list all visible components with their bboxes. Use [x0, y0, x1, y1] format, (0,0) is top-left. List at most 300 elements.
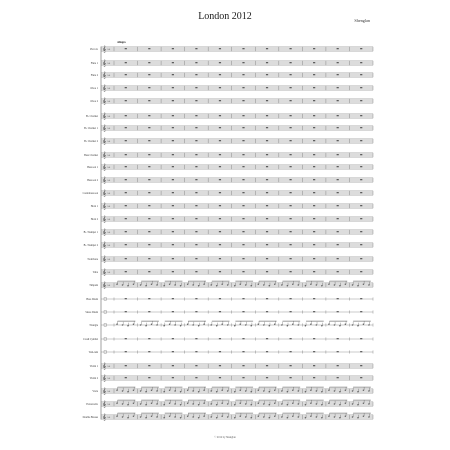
- whole-rest-icon: [219, 298, 221, 299]
- clef-icon: 𝄞: [102, 60, 107, 68]
- instrument-label: Flute 1: [90, 61, 98, 65]
- note-head-icon: [245, 284, 247, 285]
- note-head-icon: [334, 416, 336, 417]
- whole-rest-icon: [172, 205, 174, 206]
- whole-rest-icon: [219, 192, 221, 193]
- whole-rest-icon: [195, 87, 197, 88]
- key-signature-icon: ♭♭: [107, 153, 111, 157]
- whole-rest-icon: [195, 115, 197, 116]
- whole-rest-icon: [266, 338, 268, 339]
- clef-icon: 𝄞: [102, 203, 107, 211]
- whole-rest-icon: [219, 87, 221, 88]
- whole-rest-icon: [125, 205, 127, 206]
- whole-rest-icon: [337, 244, 339, 245]
- note-head-icon: [292, 284, 294, 285]
- whole-rest-icon: [266, 298, 268, 299]
- key-signature-icon: ♭♭: [107, 191, 111, 195]
- note-head-icon: [203, 390, 205, 391]
- whole-rest-icon: [360, 115, 362, 116]
- whole-rest-icon: [360, 338, 362, 339]
- whole-rest-icon: [172, 100, 174, 101]
- note-head-icon: [250, 391, 252, 392]
- note-head-icon: [151, 324, 153, 325]
- note-head-icon: [250, 417, 252, 418]
- note-head-icon: [268, 404, 270, 405]
- key-signature-icon: ♭♭: [107, 165, 111, 169]
- note-head-icon: [192, 416, 194, 417]
- note-head-icon: [274, 416, 276, 417]
- note-head-icon: [169, 324, 171, 325]
- whole-rest-icon: [219, 351, 221, 352]
- note-head-icon: [368, 390, 370, 391]
- whole-rest-icon: [242, 48, 244, 49]
- clef-icon: 𝄞: [102, 363, 107, 371]
- whole-rest-icon: [148, 87, 150, 88]
- whole-rest-icon: [360, 154, 362, 155]
- note-head-icon: [310, 403, 312, 404]
- whole-rest-icon: [148, 231, 150, 232]
- whole-rest-icon: [172, 154, 174, 155]
- note-head-icon: [116, 284, 118, 285]
- whole-rest-icon: [360, 377, 362, 378]
- whole-rest-icon: [172, 244, 174, 245]
- instrument-label: Oboe 1: [90, 86, 98, 90]
- instrument-label: B♭ Clarinet 1: [84, 126, 98, 130]
- whole-rest-icon: [125, 365, 127, 366]
- note-head-icon: [352, 416, 354, 417]
- note-head-icon: [180, 404, 182, 405]
- whole-rest-icon: [266, 218, 268, 219]
- note-head-icon: [122, 284, 124, 285]
- whole-rest-icon: [125, 140, 127, 141]
- note-head-icon: [174, 324, 176, 325]
- whole-rest-icon: [289, 258, 291, 259]
- note-head-icon: [180, 285, 182, 286]
- whole-rest-icon: [242, 298, 244, 299]
- whole-rest-icon: [313, 192, 315, 193]
- instrument-label: Snare Drum: [85, 310, 98, 314]
- instrument-label: Violin 1: [89, 364, 98, 368]
- whole-rest-icon: [148, 377, 150, 378]
- note-head-icon: [368, 416, 370, 417]
- note-head-icon: [198, 285, 200, 286]
- whole-rest-icon: [360, 365, 362, 366]
- note-head-icon: [227, 416, 229, 417]
- whole-rest-icon: [195, 231, 197, 232]
- whole-rest-icon: [266, 100, 268, 101]
- whole-rest-icon: [219, 115, 221, 116]
- whole-rest-icon: [360, 311, 362, 312]
- note-head-icon: [274, 324, 276, 325]
- whole-rest-icon: [289, 192, 291, 193]
- note-head-icon: [163, 325, 165, 326]
- whole-rest-icon: [172, 115, 174, 116]
- whole-rest-icon: [266, 244, 268, 245]
- note-head-icon: [187, 416, 189, 417]
- whole-rest-icon: [172, 365, 174, 366]
- key-signature-icon: ♭♭: [107, 73, 111, 77]
- note-head-icon: [198, 391, 200, 392]
- whole-rest-icon: [125, 377, 127, 378]
- note-head-icon: [216, 391, 218, 392]
- whole-rest-icon: [195, 62, 197, 63]
- note-head-icon: [133, 416, 135, 417]
- note-head-icon: [316, 416, 318, 417]
- note-head-icon: [292, 390, 294, 391]
- instrument-label: Viola: [92, 389, 98, 393]
- whole-rest-icon: [337, 62, 339, 63]
- whole-rest-icon: [195, 218, 197, 219]
- whole-rest-icon: [125, 338, 127, 339]
- note-head-icon: [169, 284, 171, 285]
- note-head-icon: [180, 391, 182, 392]
- note-head-icon: [268, 391, 270, 392]
- whole-rest-icon: [195, 179, 197, 180]
- instrument-label: Tam-tam: [88, 350, 98, 354]
- note-head-icon: [239, 390, 241, 391]
- instrument-label: Violoncello: [85, 402, 98, 406]
- whole-rest-icon: [313, 311, 315, 312]
- whole-rest-icon: [313, 154, 315, 155]
- note-head-icon: [368, 324, 370, 325]
- whole-rest-icon: [195, 154, 197, 155]
- whole-rest-icon: [242, 179, 244, 180]
- instrument-label: Piccolo: [90, 47, 98, 51]
- note-head-icon: [156, 324, 158, 325]
- whole-rest-icon: [172, 74, 174, 75]
- note-head-icon: [310, 390, 312, 391]
- whole-rest-icon: [125, 87, 127, 88]
- whole-rest-icon: [148, 271, 150, 272]
- whole-rest-icon: [219, 231, 221, 232]
- note-head-icon: [127, 285, 129, 286]
- note-head-icon: [292, 416, 294, 417]
- whole-rest-icon: [172, 351, 174, 352]
- clef-icon: 𝄞: [102, 46, 107, 54]
- note-head-icon: [133, 324, 135, 325]
- whole-rest-icon: [148, 100, 150, 101]
- note-head-icon: [345, 416, 347, 417]
- whole-rest-icon: [242, 218, 244, 219]
- whole-rest-icon: [266, 258, 268, 259]
- note-head-icon: [234, 404, 236, 405]
- note-head-icon: [263, 416, 265, 417]
- note-head-icon: [210, 416, 212, 417]
- instrument-label: Bass Clarinet: [84, 153, 98, 157]
- instrument-label: Bassoon 2: [87, 178, 98, 182]
- note-head-icon: [258, 284, 260, 285]
- note-head-icon: [156, 403, 158, 404]
- whole-rest-icon: [289, 140, 291, 141]
- whole-rest-icon: [242, 244, 244, 245]
- note-head-icon: [187, 390, 189, 391]
- whole-rest-icon: [219, 271, 221, 272]
- whole-rest-icon: [195, 166, 197, 167]
- clef-icon: 𝄞: [102, 177, 107, 185]
- note-head-icon: [127, 325, 129, 326]
- note-head-icon: [227, 403, 229, 404]
- whole-rest-icon: [289, 351, 291, 352]
- note-head-icon: [151, 390, 153, 391]
- note-head-icon: [210, 403, 212, 404]
- whole-rest-icon: [360, 271, 362, 272]
- note-head-icon: [180, 417, 182, 418]
- whole-rest-icon: [360, 127, 362, 128]
- note-head-icon: [116, 403, 118, 404]
- note-head-icon: [281, 390, 283, 391]
- whole-rest-icon: [219, 100, 221, 101]
- note-head-icon: [352, 403, 354, 404]
- instrument-label: B♭ Clarinet 2: [84, 139, 98, 143]
- note-head-icon: [363, 284, 365, 285]
- note-head-icon: [352, 324, 354, 325]
- note-head-icon: [357, 404, 359, 405]
- whole-rest-icon: [148, 218, 150, 219]
- note-head-icon: [298, 390, 300, 391]
- whole-rest-icon: [289, 271, 291, 272]
- whole-rest-icon: [125, 298, 127, 299]
- whole-rest-icon: [195, 311, 197, 312]
- note-head-icon: [274, 390, 276, 391]
- note-head-icon: [357, 391, 359, 392]
- whole-rest-icon: [289, 48, 291, 49]
- note-head-icon: [334, 324, 336, 325]
- whole-rest-icon: [313, 74, 315, 75]
- clef-icon: 𝄞: [102, 216, 107, 224]
- key-signature-icon: ♭♭: [107, 114, 111, 118]
- note-head-icon: [221, 324, 223, 325]
- note-head-icon: [192, 324, 194, 325]
- key-signature-icon: ♭♭: [107, 204, 111, 208]
- whole-rest-icon: [360, 62, 362, 63]
- instrument-label: Contrabassoon: [82, 191, 98, 195]
- whole-rest-icon: [148, 351, 150, 352]
- clef-icon: 𝄞: [102, 242, 107, 250]
- whole-rest-icon: [219, 140, 221, 141]
- whole-rest-icon: [148, 74, 150, 75]
- whole-rest-icon: [360, 244, 362, 245]
- note-head-icon: [345, 324, 347, 325]
- whole-rest-icon: [360, 205, 362, 206]
- note-head-icon: [287, 404, 289, 405]
- whole-rest-icon: [266, 271, 268, 272]
- note-head-icon: [305, 325, 307, 326]
- note-head-icon: [234, 391, 236, 392]
- whole-rest-icon: [125, 311, 127, 312]
- note-head-icon: [357, 285, 359, 286]
- whole-rest-icon: [219, 154, 221, 155]
- whole-rest-icon: [195, 48, 197, 49]
- note-head-icon: [258, 403, 260, 404]
- whole-rest-icon: [242, 140, 244, 141]
- clef-icon: 𝄞: [102, 256, 107, 264]
- whole-rest-icon: [266, 74, 268, 75]
- note-head-icon: [281, 416, 283, 417]
- whole-rest-icon: [360, 258, 362, 259]
- note-head-icon: [298, 403, 300, 404]
- whole-rest-icon: [125, 62, 127, 63]
- whole-rest-icon: [148, 115, 150, 116]
- whole-rest-icon: [242, 192, 244, 193]
- note-head-icon: [210, 284, 212, 285]
- whole-rest-icon: [337, 115, 339, 116]
- note-head-icon: [368, 403, 370, 404]
- whole-rest-icon: [125, 218, 127, 219]
- note-head-icon: [163, 404, 165, 405]
- note-head-icon: [268, 417, 270, 418]
- whole-rest-icon: [360, 166, 362, 167]
- whole-rest-icon: [289, 154, 291, 155]
- note-head-icon: [305, 417, 307, 418]
- whole-rest-icon: [313, 127, 315, 128]
- whole-rest-icon: [125, 127, 127, 128]
- whole-rest-icon: [360, 100, 362, 101]
- whole-rest-icon: [195, 271, 197, 272]
- note-head-icon: [263, 284, 265, 285]
- note-head-icon: [187, 324, 189, 325]
- note-head-icon: [316, 324, 318, 325]
- clef-icon: 𝄞: [102, 229, 107, 237]
- note-head-icon: [116, 416, 118, 417]
- whole-rest-icon: [313, 351, 315, 352]
- whole-rest-icon: [195, 351, 197, 352]
- note-head-icon: [174, 403, 176, 404]
- whole-rest-icon: [125, 100, 127, 101]
- whole-rest-icon: [242, 258, 244, 259]
- whole-rest-icon: [337, 48, 339, 49]
- key-signature-icon: ♭♭: [107, 402, 111, 406]
- note-head-icon: [345, 403, 347, 404]
- whole-rest-icon: [148, 311, 150, 312]
- note-head-icon: [151, 416, 153, 417]
- clef-icon: 𝄞: [102, 125, 107, 133]
- instrument-label: Timpani: [89, 283, 98, 287]
- clef-icon: 𝄞: [102, 414, 107, 422]
- whole-rest-icon: [289, 179, 291, 180]
- clef-icon: 𝄞: [102, 72, 107, 80]
- note-head-icon: [203, 324, 205, 325]
- whole-rest-icon: [219, 244, 221, 245]
- whole-rest-icon: [195, 365, 197, 366]
- note-head-icon: [245, 390, 247, 391]
- whole-rest-icon: [219, 205, 221, 206]
- note-head-icon: [203, 284, 205, 285]
- composer-name: Shenglan: [354, 18, 370, 23]
- note-head-icon: [298, 324, 300, 325]
- whole-rest-icon: [195, 258, 197, 259]
- note-head-icon: [339, 325, 341, 326]
- note-head-icon: [316, 284, 318, 285]
- whole-rest-icon: [313, 48, 315, 49]
- note-head-icon: [363, 416, 365, 417]
- note-head-icon: [352, 390, 354, 391]
- whole-rest-icon: [289, 231, 291, 232]
- note-head-icon: [292, 324, 294, 325]
- whole-rest-icon: [195, 100, 197, 101]
- note-head-icon: [316, 390, 318, 391]
- whole-rest-icon: [148, 205, 150, 206]
- key-signature-icon: ♭♭: [107, 99, 111, 103]
- whole-rest-icon: [337, 365, 339, 366]
- note-head-icon: [321, 404, 323, 405]
- whole-rest-icon: [219, 258, 221, 259]
- whole-rest-icon: [125, 192, 127, 193]
- clef-icon: 𝄞: [102, 401, 107, 409]
- note-head-icon: [210, 390, 212, 391]
- note-head-icon: [187, 284, 189, 285]
- instrument-label: Violin 2: [89, 376, 98, 380]
- note-head-icon: [145, 417, 147, 418]
- key-signature-icon: ♭♭: [107, 230, 111, 234]
- note-head-icon: [357, 325, 359, 326]
- whole-rest-icon: [313, 377, 315, 378]
- whole-rest-icon: [360, 192, 362, 193]
- whole-rest-icon: [219, 48, 221, 49]
- note-head-icon: [156, 390, 158, 391]
- note-head-icon: [339, 417, 341, 418]
- instrument-label: B♭ Clarinet: [86, 114, 98, 118]
- whole-rest-icon: [125, 74, 127, 75]
- note-head-icon: [227, 284, 229, 285]
- whole-rest-icon: [242, 127, 244, 128]
- note-head-icon: [287, 417, 289, 418]
- whole-rest-icon: [313, 365, 315, 366]
- note-head-icon: [321, 417, 323, 418]
- clef-icon: 𝄞: [102, 138, 107, 146]
- note-head-icon: [258, 390, 260, 391]
- note-head-icon: [345, 390, 347, 391]
- note-head-icon: [122, 324, 124, 325]
- whole-rest-icon: [172, 218, 174, 219]
- clef-icon: 𝄞: [102, 98, 107, 106]
- whole-rest-icon: [219, 127, 221, 128]
- whole-rest-icon: [172, 298, 174, 299]
- whole-rest-icon: [289, 244, 291, 245]
- whole-rest-icon: [337, 100, 339, 101]
- whole-rest-icon: [337, 205, 339, 206]
- whole-rest-icon: [219, 377, 221, 378]
- whole-rest-icon: [360, 48, 362, 49]
- note-head-icon: [328, 416, 330, 417]
- instrument-label: Oboe 2: [90, 99, 98, 103]
- key-signature-icon: ♭♭: [107, 270, 111, 274]
- whole-rest-icon: [313, 179, 315, 180]
- whole-rest-icon: [289, 338, 291, 339]
- whole-rest-icon: [195, 205, 197, 206]
- whole-rest-icon: [242, 377, 244, 378]
- note-head-icon: [234, 417, 236, 418]
- whole-rest-icon: [242, 62, 244, 63]
- note-head-icon: [298, 284, 300, 285]
- note-head-icon: [216, 417, 218, 418]
- note-head-icon: [281, 403, 283, 404]
- whole-rest-icon: [313, 271, 315, 272]
- whole-rest-icon: [313, 258, 315, 259]
- whole-rest-icon: [195, 127, 197, 128]
- whole-rest-icon: [172, 377, 174, 378]
- whole-rest-icon: [195, 192, 197, 193]
- whole-rest-icon: [242, 271, 244, 272]
- note-head-icon: [263, 403, 265, 404]
- score-title: London 2012: [198, 11, 252, 22]
- whole-rest-icon: [148, 365, 150, 366]
- whole-rest-icon: [195, 377, 197, 378]
- whole-rest-icon: [337, 179, 339, 180]
- note-head-icon: [245, 416, 247, 417]
- whole-rest-icon: [266, 127, 268, 128]
- note-head-icon: [250, 325, 252, 326]
- note-head-icon: [250, 404, 252, 405]
